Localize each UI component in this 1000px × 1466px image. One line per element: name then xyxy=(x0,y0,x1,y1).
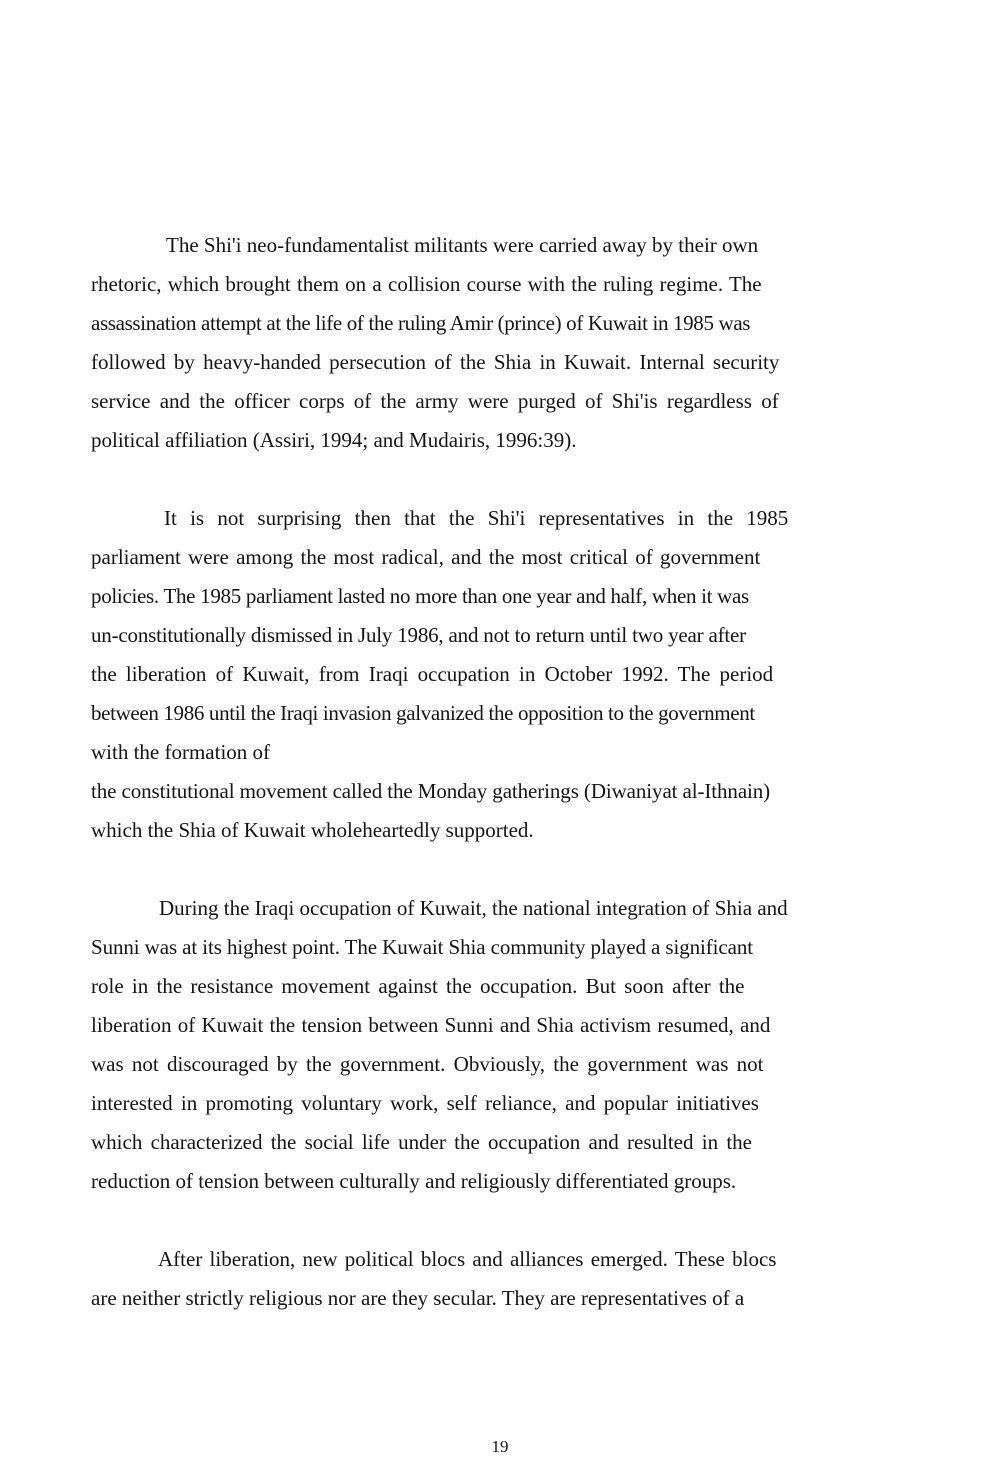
text-line: assassination attempt at the life of the ruling Amir (prince) of Kuwait in 1985 was xyxy=(91,311,751,335)
paragraph xyxy=(91,226,851,460)
text-line: with the formation of xyxy=(91,740,271,764)
text-line: After liberation, new political blocs and alliances emerged. These blocs xyxy=(158,1247,777,1271)
text-line: During the Iraqi occupation of Kuwait, the national integration of Shia and xyxy=(159,896,788,920)
text-line: rhetoric, which brought them on a collision course with the ruling regime. The xyxy=(91,272,762,296)
text-line: the constitutional movement called the Monday gatherings (Diwaniyat al-Ithnain) xyxy=(91,779,771,803)
paragraph xyxy=(91,889,851,1201)
paragraph xyxy=(91,499,851,850)
text-line: liberation of Kuwait the tension between Sunni and Shia activism resumed, and xyxy=(91,1013,771,1037)
text-line: reduction of tension between culturally and religiously differentiated groups. xyxy=(91,1169,737,1193)
text-line: interested in promoting voluntary work, self reliance, and popular initiatives xyxy=(91,1091,759,1115)
text-line: was not discouraged by the government. Obviously, the government was not xyxy=(91,1052,764,1076)
text-line: followed by heavy-handed persecution of the Shia in Kuwait. Internal security xyxy=(91,350,780,374)
text-line: The Shi'i neo-fundamentalist militants were carried away by their own xyxy=(166,233,759,257)
body-text xyxy=(91,226,851,1318)
text-line: political affiliation (Assiri, 1994; and Mudairis, 1996:39). xyxy=(91,428,577,452)
text-line: un-constitutionally dismissed in July 1986, and not to return until two year after xyxy=(91,623,746,647)
text-line: role in the resistance movement against the occupation. But soon after the xyxy=(91,974,745,998)
text-line: policies. The 1985 parliament lasted no more than one year and half, when it was xyxy=(91,584,749,608)
text-line: which characterized the social life under the occupation and resulted in the xyxy=(91,1130,752,1154)
text-line: are neither strictly religious nor are they secular. They are representatives of a xyxy=(91,1286,745,1310)
paragraph xyxy=(91,1240,851,1318)
text-line: Sunni was at its highest point. The Kuwait Shia community played a significant xyxy=(91,935,753,959)
text-line: which the Shia of Kuwait wholeheartedly supported. xyxy=(91,818,534,842)
text-line: parliament were among the most radical, and the most critical of government xyxy=(91,545,761,569)
text-line: the liberation of Kuwait, from Iraqi occupation in October 1992. The period xyxy=(91,662,774,686)
text-line: It is not surprising then that the Shi'i representatives in the 1985 xyxy=(164,506,789,530)
page-number: 19 xyxy=(491,1437,509,1456)
text-line: between 1986 until the Iraqi invasion galvanized the opposition to the government xyxy=(91,701,755,725)
text-line: service and the officer corps of the army were purged of Shi'is regardless of xyxy=(91,389,779,413)
